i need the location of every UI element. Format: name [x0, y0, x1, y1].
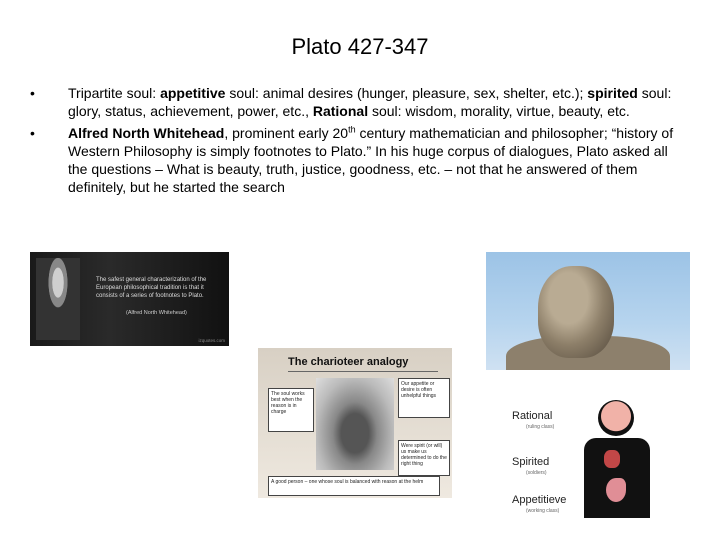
b1-rational: Rational — [312, 103, 369, 119]
soul-label-rational: Rational — [512, 410, 553, 422]
chariot-title-underline — [288, 371, 438, 372]
stomach-icon — [606, 478, 626, 502]
quote-attribution: (Alfred North Whitehead) — [126, 310, 187, 316]
chariot-box-reason: The soul works best when the reason is in charge — [268, 388, 314, 432]
soul-label-spirited: Spirited — [512, 456, 550, 468]
bullet-item-whitehead — [30, 124, 690, 196]
chariot-sculpture — [316, 378, 394, 470]
chariot-box-spirit: Were spirit (or will) us make us determined to do the right thing — [398, 440, 450, 476]
b1-appetitive: appetitive — [160, 85, 226, 101]
b2-part2: century mathematician and philosopher; “history of Western Philosophy is simply footnotes to Plato.” In his huge corpus of dialogues, Plato asked all the questions – What is beauty, truth, justice, goodness, etc. – not that he answered of them definitely, but he started the search — [68, 125, 674, 195]
heart-icon — [604, 450, 620, 468]
bullet-item-tripartite-soul — [30, 84, 690, 120]
b1-part1: soul: animal desires (hunger, pleasure, sex, shelter, etc.); — [225, 85, 588, 101]
slide-title: Plato 427-347 — [291, 34, 429, 59]
chariot-box-good-person: A good person – one whose soul is balanced with reason at the helm — [268, 476, 440, 496]
soul-sub-spirited: (soldiers) — [526, 470, 547, 476]
charioteer-analogy-image — [258, 348, 452, 498]
b1-part2: soul: glory, status, achievement, power, etc., — [68, 85, 672, 119]
bullet-marker: • — [30, 85, 35, 101]
soul-sub-rational: (ruling class) — [526, 424, 555, 430]
b2-part1: , prominent early 20 — [224, 125, 349, 141]
whitehead-portrait — [36, 258, 80, 340]
brain-icon — [598, 400, 634, 436]
soul-diagram-labels — [512, 398, 588, 518]
whitehead-quote-image — [30, 252, 229, 346]
plato-bust-image — [486, 252, 690, 370]
chariot-title: The charioteer analogy — [288, 356, 409, 368]
b2-name: Alfred North Whitehead — [68, 125, 225, 141]
b1-spirited: spirited — [587, 85, 638, 101]
quote-text: The safest general characterization of the European philosophical tradition is that it consists of a series of footnotes to Plato. — [96, 277, 207, 299]
bullet-marker: • — [30, 125, 35, 141]
soul-sub-appetitive: (working class) — [526, 508, 560, 514]
soul-label-appetitive: Appetitieve — [512, 494, 567, 506]
b1-lead: Tripartite soul: — [68, 85, 161, 101]
quote-source: izquotes.com — [198, 338, 225, 343]
chariot-box-appetite: Our appetite or desire is often unhelpful things — [398, 378, 450, 418]
b2-sup: th — [348, 124, 356, 135]
bust-head — [538, 266, 614, 358]
bullet-list — [30, 84, 690, 200]
b1-part3: soul: wisdom, morality, virtue, beauty, etc. — [368, 103, 630, 119]
